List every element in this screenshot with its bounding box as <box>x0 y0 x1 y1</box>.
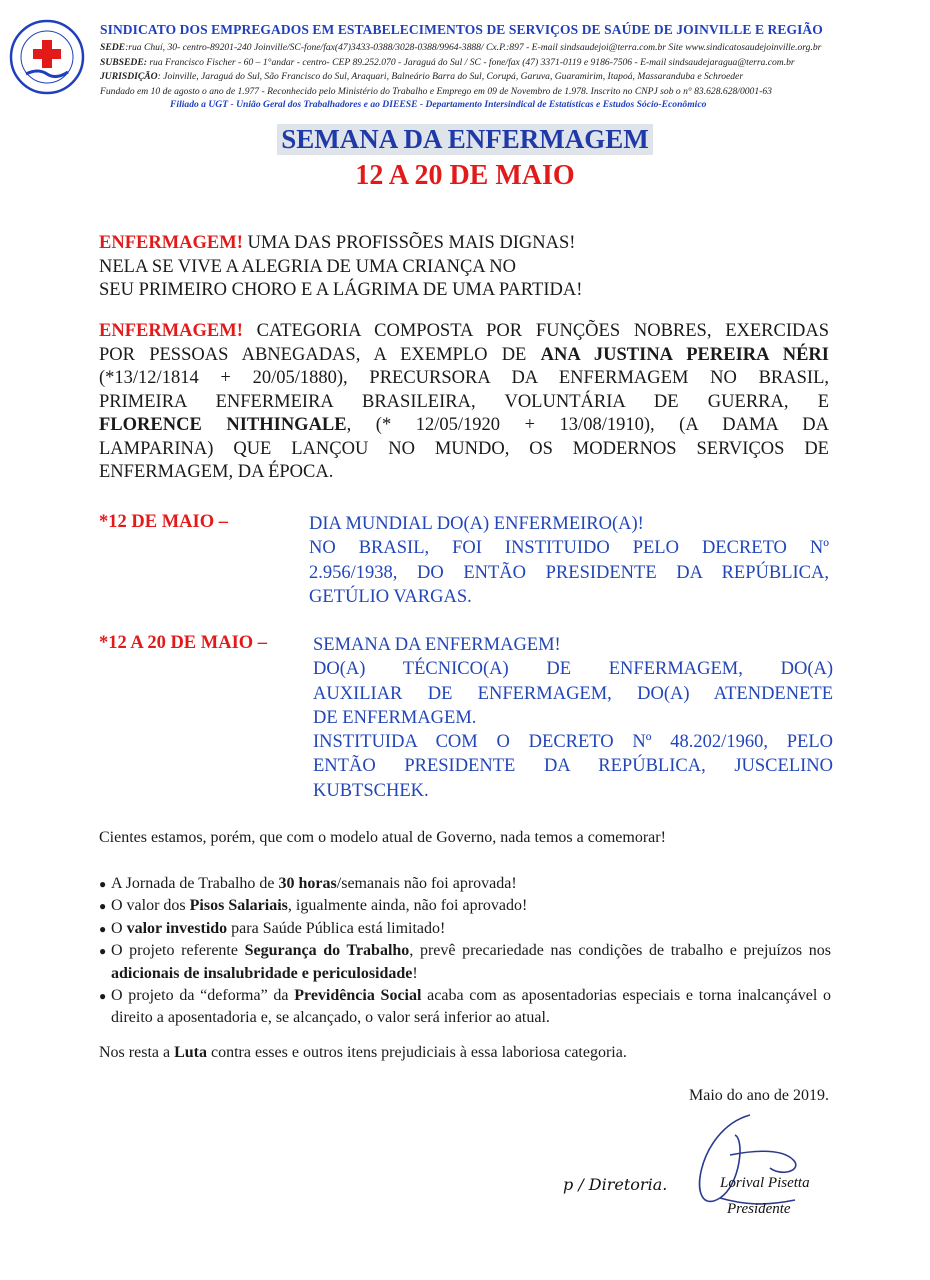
government-note: Cientes estamos, porém, que com o modelo atual de Governo, nada temos a comemorar! <box>99 829 666 846</box>
signature-directory: p / Diretoria. <box>563 1175 668 1194</box>
subsede-line: SUBSEDE: rua Francisco Fischer - 60 – 1°andar - centro- CEP 89.252.070 - Jaraguá do Sul / SC - fone/fax (47) 3371-0119 e 9186-7506 - E-mail sindsaudejaragua@terra.com.br <box>100 57 795 68</box>
list-item: ● O valor dos Pisos Salariais, igualmente ainda, não foi aprovado! <box>99 895 831 917</box>
page-subtitle: 12 A 20 DE MAIO <box>355 160 575 191</box>
bullet-icon: ● <box>99 989 107 1004</box>
signatory-name: Lorival Pisetta <box>720 1175 810 1191</box>
history-paragraph: ENFERMAGEM! CATEGORIA COMPOSTA POR FUNÇÕES NOBRES, EXERCIDAS POR PESSOAS ABNEGADAS, A EXEMPLO DE ANA JUSTINA PEREIRA NÉRI (*13/12/1814 + 20/05/1880), PRECURSORA DA ENFERMAGEM NO BRASIL, PRIMEIRA ENFERMEIRA BRASILEIRA, VOLUNTÁRIA DE GUERRA, E FLORENCE NITHINGALE, (* 12/05/1920 + 13/08/1910), (A DAMA DA LAMPARINA) QUE LANÇOU NO MUNDO, OS MODERNOS SERVIÇOS DE ENFERMAGEM, DA ÉPOCA. <box>99 321 829 482</box>
document-date: Maio do ano de 2019. <box>689 1087 829 1104</box>
list-item: ● O projeto da “deforma” da Previdência Social acaba com as aposentadorias especiais e torna inalcançável o direito a aposentadoria e, se alcançado, o valor será inferior ao atual. <box>99 987 832 1027</box>
signatory-role: Presidente <box>727 1201 791 1217</box>
filiado-line: Filiado a UGT - União Geral dos Trabalhadores e ao DIEESE - Departamento Intersindical de Estatísticas e Estudos Sócio-Econômico <box>170 99 707 110</box>
bullet-icon: ● <box>99 944 107 959</box>
section-12-20-maio-text: SEMANA DA ENFERMAGEM! DO(A) TÉCNICO(A) DE ENFERMAGEM, DO(A) AUXILIAR DE ENFERMAGEM, DO(A) ATENDENETE DE ENFERMAGEM. INSTITUIDA COM O DECRETO Nº 48.202/1960, PELO ENTÃO PRESIDENTE DA REPÚBLICA, JUSCELINO KUBTSCHEK. <box>313 635 833 801</box>
bullet-icon: ● <box>99 877 107 891</box>
list-item: ● O projeto referente Segurança do Trabalho, prevê precariedade nas condições de trabalho e prejuízos nos adicionais de insalubridade e periculosidade! <box>99 942 832 982</box>
fundado-line: Fundado em 10 de agosto o ano de 1.977 - Reconhecido pelo Ministério do Trabalho e Emprego em 09 de Novembro de 1.978. Inscrito no CNPJ sob o n° 83.628.628/0001-63 <box>100 86 772 97</box>
jurisdicao-line: JURISDIÇÃO: Joinville, Jaraguá do Sul, São Francisco do Sul, Araquari, Balneário Barra do Sul, Corupá, Garuva, Guaramirim, Itapoá, Massaranduba e Schroeder <box>100 71 744 82</box>
section-12-maio-text: DIA MUNDIAL DO(A) ENFERMEIRO(A)! NO BRASIL, FOI INSTITUIDO PELO DECRETO Nº 2.956/1938, DO ENTÃO PRESIDENTE DA REPÚBLICA, GETÚLIO VARGAS. <box>309 514 829 607</box>
section-12-maio-label: *12 DE MAIO – <box>99 512 228 532</box>
section-12-20-maio-label: *12 A 20 DE MAIO – <box>99 633 268 653</box>
union-logo <box>8 18 86 96</box>
bullet-icon: ● <box>99 921 107 936</box>
intro-paragraph: ENFERMAGEM! UMA DAS PROFISSÕES MAIS DIGNAS! NELA SE VIVE A ALEGRIA DE UMA CRIANÇA NO SEU PRIMEIRO CHORO E A LÁGRIMA DE UMA PARTIDA! <box>99 233 583 300</box>
issues-list <box>99 873 831 1030</box>
bullet-icon: ● <box>99 899 107 914</box>
union-name: SINDICATO DOS EMPREGADOS EM ESTABELECIMENTOS DE SERVIÇOS DE SAÚDE DE JOINVILLE E REGIÃO <box>100 22 823 37</box>
page-title: SEMANA DA ENFERMAGEM <box>0 124 930 155</box>
closing-sentence: Nos resta a Luta contra esses e outros itens prejudiciais à essa laboriosa categoria. <box>99 1044 627 1061</box>
sede-line: SEDE:rua Chuí, 30- centro-89201-240 Joinville/SC-fone/fax(47)3433-0388/3028-0388/9964-3888/ Cx.P.:897 - E-mail sindsaudejoi@terra.com.br Site www.sindicatosaudejoinville.org.br <box>100 42 822 53</box>
list-item: ● A Jornada de Trabalho de 30 horas/semanais não foi aprovada! <box>99 873 831 895</box>
list-item: ● O valor investido para Saúde Pública está limitado! <box>99 918 831 940</box>
